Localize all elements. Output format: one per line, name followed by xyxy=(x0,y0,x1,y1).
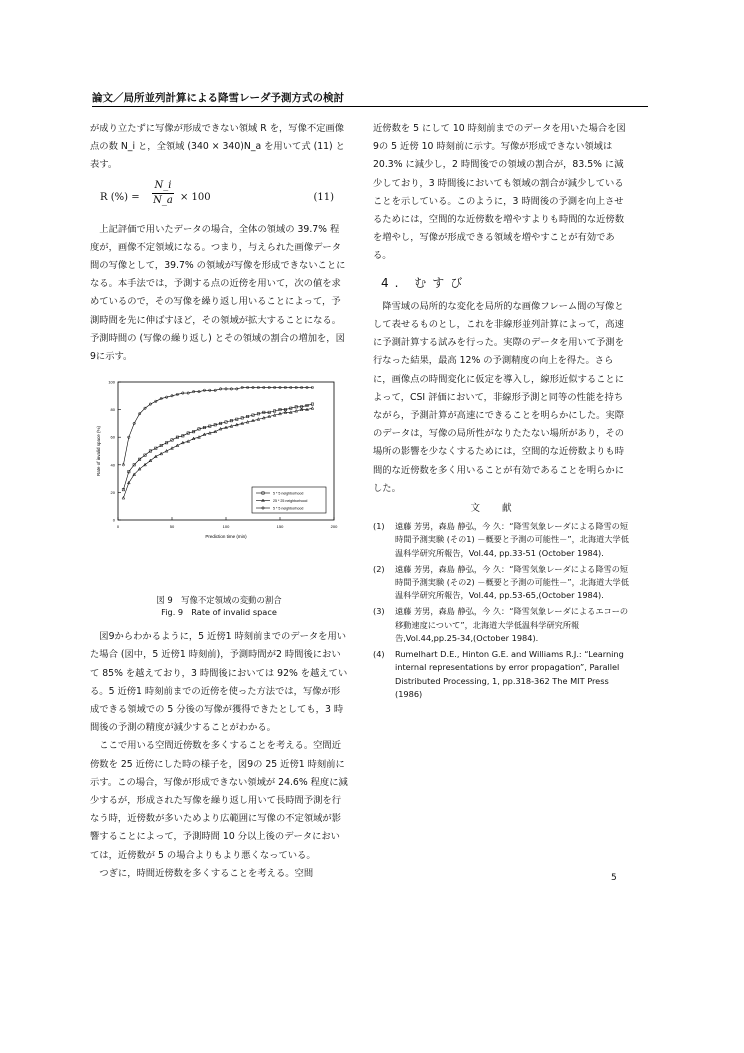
references-title: 文献 xyxy=(470,503,534,515)
series-line-2 xyxy=(123,388,312,465)
paragraph-intro: が成り立たずに写像が形成できない領域 R を，写像不定画像点の数 N_i と，全領域 (340 × 340)N_a を用いて式 (11) と表す。 xyxy=(90,123,345,171)
reference-item xyxy=(373,605,631,645)
reference-item xyxy=(373,648,631,701)
running-header: 論文／局所並列計算による降雪レーダ予測方式の検討 xyxy=(92,90,648,107)
paragraph-evaluation: 上記評価で用いたデータの場合，全体の領域の 39.7% 程度が，画像不定領域になる。つまり，与えられた画像データ間の写像として，39.7% の領域が写像を形成できないことになる。本手法では，予測する点の近傍を用いて，次の値を求めているので，その写像を繰り返し用いることによって，予測時間を先に伸ばすほど，その領域が拡大することになる。予測時間の (写像の繰り返し) とその領域の割合の増加を，図9に示す。 xyxy=(90,223,346,363)
data-point xyxy=(311,407,314,410)
paragraph-conclusion: 降雪域の局所的な変化を局所的な画像フレーム間の写像として表せるものとし，これを非線形並列計算によって，高速に予測計算する試みを行った。実際のデータを用いて予測を行なった結果，最高 12% の予測精度の向上を得た。さらに，画像点の時間変化に仮定を導入し，線形近似することによって，CSI 評価において，非線形予測と同等の性能を持ちながら，予測計算が高速にできることを明らかにした。実際のデータは，写像の局所性がなりたたない場所があり，その場所の影響を少なくするためには，空間的な近傍数よりも時間的な近傍数を多く用いることが有効であることを明らかにした。 xyxy=(373,300,625,494)
legend-label: 5 * 5 neighborhood xyxy=(273,491,304,496)
reference-number: (2) xyxy=(373,563,385,574)
reference-item xyxy=(373,520,631,560)
series-line-1 xyxy=(123,408,312,498)
y-tick-label: 100 xyxy=(108,379,115,385)
section-title-conclusion: 4. むすび xyxy=(381,275,469,290)
equation-numerator: N_i xyxy=(152,179,174,194)
y-axis-label: Rate of invalid space (%) xyxy=(96,426,101,477)
equation-number: (11) xyxy=(313,191,334,203)
paragraph-temporal-result: 近傍数を 5 にして 10 時刻前までのデータを用いた場合を図9の 5 近傍 10 時刻前に示す。写像が形成できない領域は 20.3% に減少し，2 時間後での領域の割合が，83.5% に減少しており，3 時間後においても領域の割合が減少していることを示している。このように，3 時間後の予測を向上させるためには，空間的な近傍数を増やすよりも時間的な近傍数を増やし，写像が形成できる領域を増やすことが有効である。 xyxy=(373,123,626,262)
reference-item xyxy=(373,563,631,603)
x-tick-label: 0 xyxy=(116,524,120,530)
equation-denominator: N_a xyxy=(153,194,173,206)
right-column xyxy=(373,120,631,704)
figure-caption-en: Fig. 9 Rate of invalid space xyxy=(161,607,277,618)
reference-number: (1) xyxy=(373,521,385,532)
figure-9 xyxy=(90,374,348,592)
y-tick-label: 40 xyxy=(110,462,115,468)
reference-number: (3) xyxy=(373,606,385,617)
paragraph-spatial-neighbors: ここで用いる空間近傍数を多くすることを考える。空間近傍数を 25 近傍にした時の様子を，図9の 25 近傍1 時刻前に示す。この場合，写像が形成できない領域が 24.6% 程度に減少するが，形成された写像を繰り返し用いて長時間予測を行なう時，近傍数が多いためより広範囲に写像の不定領域が影響することによって，予測時間 10 分以上後のデータにおいては，近傍数が 5 の場合よりもより悪くなっている。 xyxy=(90,740,348,861)
x-axis-label: Prediction time (min) xyxy=(205,534,247,540)
x-tick-label: 50 xyxy=(169,524,175,530)
equation-times: × 100 xyxy=(180,191,211,203)
legend-label: 25 * 25 neighborhood xyxy=(273,499,308,504)
legend-label: 5 * 5 neighborhood xyxy=(273,506,304,511)
left-column xyxy=(90,120,348,883)
reference-text: 遠藤 芳男，森島 静弘，今 久：“降雪気象レーダによる降雪の短時間予測実験 (その1) －概要と予測の可能性－”，北海道大学低温科学研究所報告，Vol.44, pp.33-51 (October 1984). xyxy=(395,521,629,558)
x-tick-label: 200 xyxy=(330,524,338,530)
reference-text: Rumelhart D.E., Hinton G.E. and Williams R.J.: “Learning internal representations by error propagation”, Parallel Distributed Processing, 1, pp.318-362 The MIT Press (1986) xyxy=(395,649,624,699)
y-tick-label: 0 xyxy=(112,517,115,523)
y-tick-label: 20 xyxy=(110,490,115,496)
equation-11 xyxy=(90,178,348,216)
paragraph-temporal-neighbors: つぎに，時間近傍数を多くすることを考える。空間 xyxy=(99,867,314,879)
reference-text: 遠藤 芳男，森島 静弘，今 久：“降雪気象レーダによる降雪の短時間予測実験 (その2) －概要と予測の可能性－”，北海道大学低温科学研究所報告，Vol.44, pp.53-65,(October 1984). xyxy=(395,563,629,601)
page-number: 5 xyxy=(611,873,617,883)
invalid-space-chart xyxy=(90,374,348,552)
y-tick-label: 80 xyxy=(110,407,115,413)
x-tick-label: 100 xyxy=(222,524,230,530)
reference-text: 遠藤 芳男，森島 静弘，今 久：“降雪気象レーダによるエコーの移動速度について”，北海道大学低温科学研究所報告,Vol.44,pp.25-34,(October 1984). xyxy=(395,606,629,643)
series-line-0 xyxy=(123,404,312,490)
reference-number: (4) xyxy=(373,649,385,660)
y-tick-label: 60 xyxy=(110,434,115,440)
figure-caption-ja: 図 9 写像不定領域の変動の割合 xyxy=(156,595,282,606)
equation-lhs: R (%) = xyxy=(100,191,140,203)
paragraph-fig9-discussion: 図9からわかるように，5 近傍1 時刻前までのデータを用いた場合 (図中，5 近傍1 時刻前)，予測時間が2 時間後において 85% を越えており，3 時間後においては 92% を越えている。5 近傍1 時刻前までの近傍を使った方法では，写像が形成できる領域での 5 分後の写像が獲得できたとしても，3 時間後の予測の精度が減少することがわかる。 xyxy=(90,631,348,734)
equation-fraction xyxy=(152,179,174,208)
x-tick-label: 150 xyxy=(276,524,284,530)
